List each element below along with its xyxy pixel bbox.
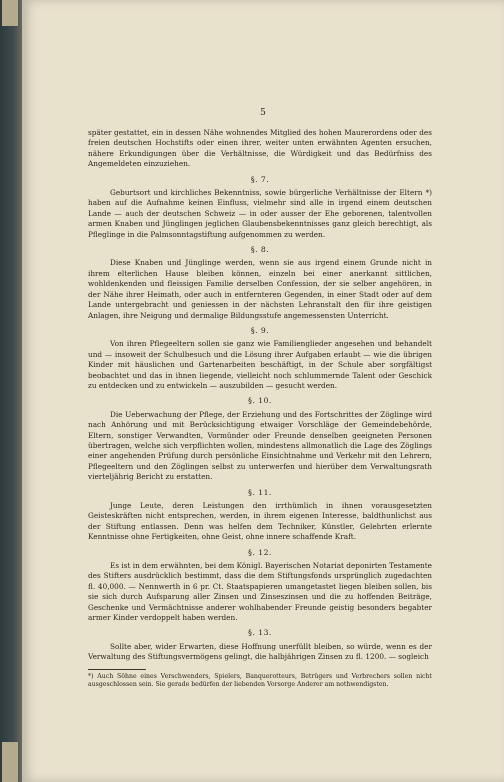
paragraph-section-12: Es ist in dem erwähnten, bei dem Königl. Bayerischen Notariat deponirten Testamente des Stifters ausdrücklich bestimmt, dass die dem Stiftungsfonds ursprünglich zugedachten fl. 40,000. — Nennwerth in 6 pr. Ct. Staatspapieren umangetastet liegen bleiben sollen, bis sie sich durch Aufsparung aller Zinsen und Zinseszinsen und die zu hoffenden Beiträge, Geschenke und Vermächtnisse anderer wohlhabender Freunde geistig besonders begabter armer Kinder verdoppelt haben werden.	[88, 561, 432, 623]
page-content	[88, 128, 432, 690]
paragraph-section-13: Sollte aber, wider Erwarten, diese Hoffnung unerfüllt bleiben, so würde, wenn es der Verwaltung des Stiftungsvermögens gelingt, die halbjährigen Zinsen zu fl. 1200. — sogleich	[88, 641, 432, 662]
paragraph-intro: später gestattet, ein in dessen Nähe wohnendes Mitglied des hohen Maurerordens oder des freien deutschen Hochstifts oder einen ihrer, weiter unten erwähnten Agenten ersuchen, nähere Erkundigungen über die Verhältnisse, die Würdigkeit und das Bedürfniss des Angemeldeten einzuziehen.	[88, 128, 432, 169]
section-heading-8: §. 8.	[250, 245, 270, 255]
page-number: 5	[260, 108, 266, 118]
paragraph-section-7: Geburtsort und kirchliches Bekenntniss, sowie bürgerliche Verhältnisse der Eltern *) haben auf die Aufnahme keinen Einfluss, vielmehr sind alle in irgend einem deutschen Lande — auch der deutschen Schweiz — in oder ausser der Ehe geborenen, talentvollen armen Knaben und Jünglingen jeglichen Glaubensbekenntnisses ganz gleich berechtigt, als Pfleglinge in die Palmsonntagstiftung aufgenommen zu werden.	[88, 188, 432, 239]
paragraph-section-11: Junge Leute, deren Leistungen den irrthümlich in ihnen vorausgesetzten Geisteskräften nicht entsprechen, werden, in ihrem eigenen Interesse, baldthunlichst aus der Stiftung entlassen. Denn was helfen dem Techniker, Künstler, Gelehrten erlernte Kenntnisse ohne Fertigkeiten, ohne Geist, ohne innere schaffende Kraft.	[88, 501, 432, 542]
document-page	[22, 0, 504, 782]
paragraph-section-10: Die Ueberwachung der Pflege, der Erziehung und des Fortschrittes der Zöglinge wird nach Anhörung und mit Berücksichtigung etwaiger Vorschläge der Gemeindebehörde, Eltern, sonstiger Verwandten, Vormünder oder Freunde denselben geeigneten Personen übertragen, welche sich verpflichten wollen, mindestens allmonatlich die Lage des Zöglings einer angehenden Prüfung durch persönliche Einsichtnahme und Verkehr mit den Lehrern, Pflegeeltern und den Zöglingen selbst zu unterwerfen und hierüber dem Verwaltungsrath vierteljährig Bericht zu erstatten.	[88, 409, 432, 482]
binding-tab	[2, 742, 18, 782]
paragraph-section-9: Von ihren Pflegeeltern sollen sie ganz wie Familienglieder angesehen und behandelt und — insoweit der Schulbesuch und die Lösung ihrer Aufgaben erlaubt — wie die übrigen Kinder mit häuslichen und Gartenarbeiten beschäftigt, in der Schule aber sorgfältigst beobachtet und das in ihnen liegende, vielleicht noch schlummernde Talent oder Geschick zu entdecken und zu entwickeln — auszubilden — gesucht werden.	[88, 339, 432, 390]
paragraph-section-8: Diese Knaben und Jünglinge werden, wenn sie aus irgend einem Grunde nicht in ihrem elterlichen Hause bleiben können, einzeln bei einer anerkannt sittlichen, wohldenkenden und fleissigen Familie derselben Confession, der sie selber angehören, in der Nähe ihrer Heimath, oder auch in entfernteren Gegenden, in einer Stadt oder auf dem Lande untergebracht und geniessen in der nächsten Lehranstalt den für ihre geistigen Anlagen, ihre Neigung und dermalige Bildungsstufe angemessensten Unterricht.	[88, 258, 432, 320]
book-binding	[0, 0, 22, 782]
section-heading-13: §. 13.	[248, 628, 272, 638]
section-heading-9: §. 9.	[250, 325, 270, 335]
binding-tab	[2, 0, 18, 26]
section-heading-10: §. 10.	[248, 396, 272, 406]
section-heading-7: §. 7.	[250, 174, 270, 184]
section-heading-12: §. 12.	[248, 547, 272, 557]
section-heading-11: §. 11.	[248, 487, 272, 497]
footnote: *) Auch Söhne eines Verschwenders, Spielers, Banquerotteurs, Betrügers und Verbrechers sollen nicht ausgeschlossen sein. Sie gerade bedürfen der liebenden Vorsorge Anderer am nothwendigsten.	[88, 672, 432, 689]
footnote-divider	[88, 669, 146, 670]
